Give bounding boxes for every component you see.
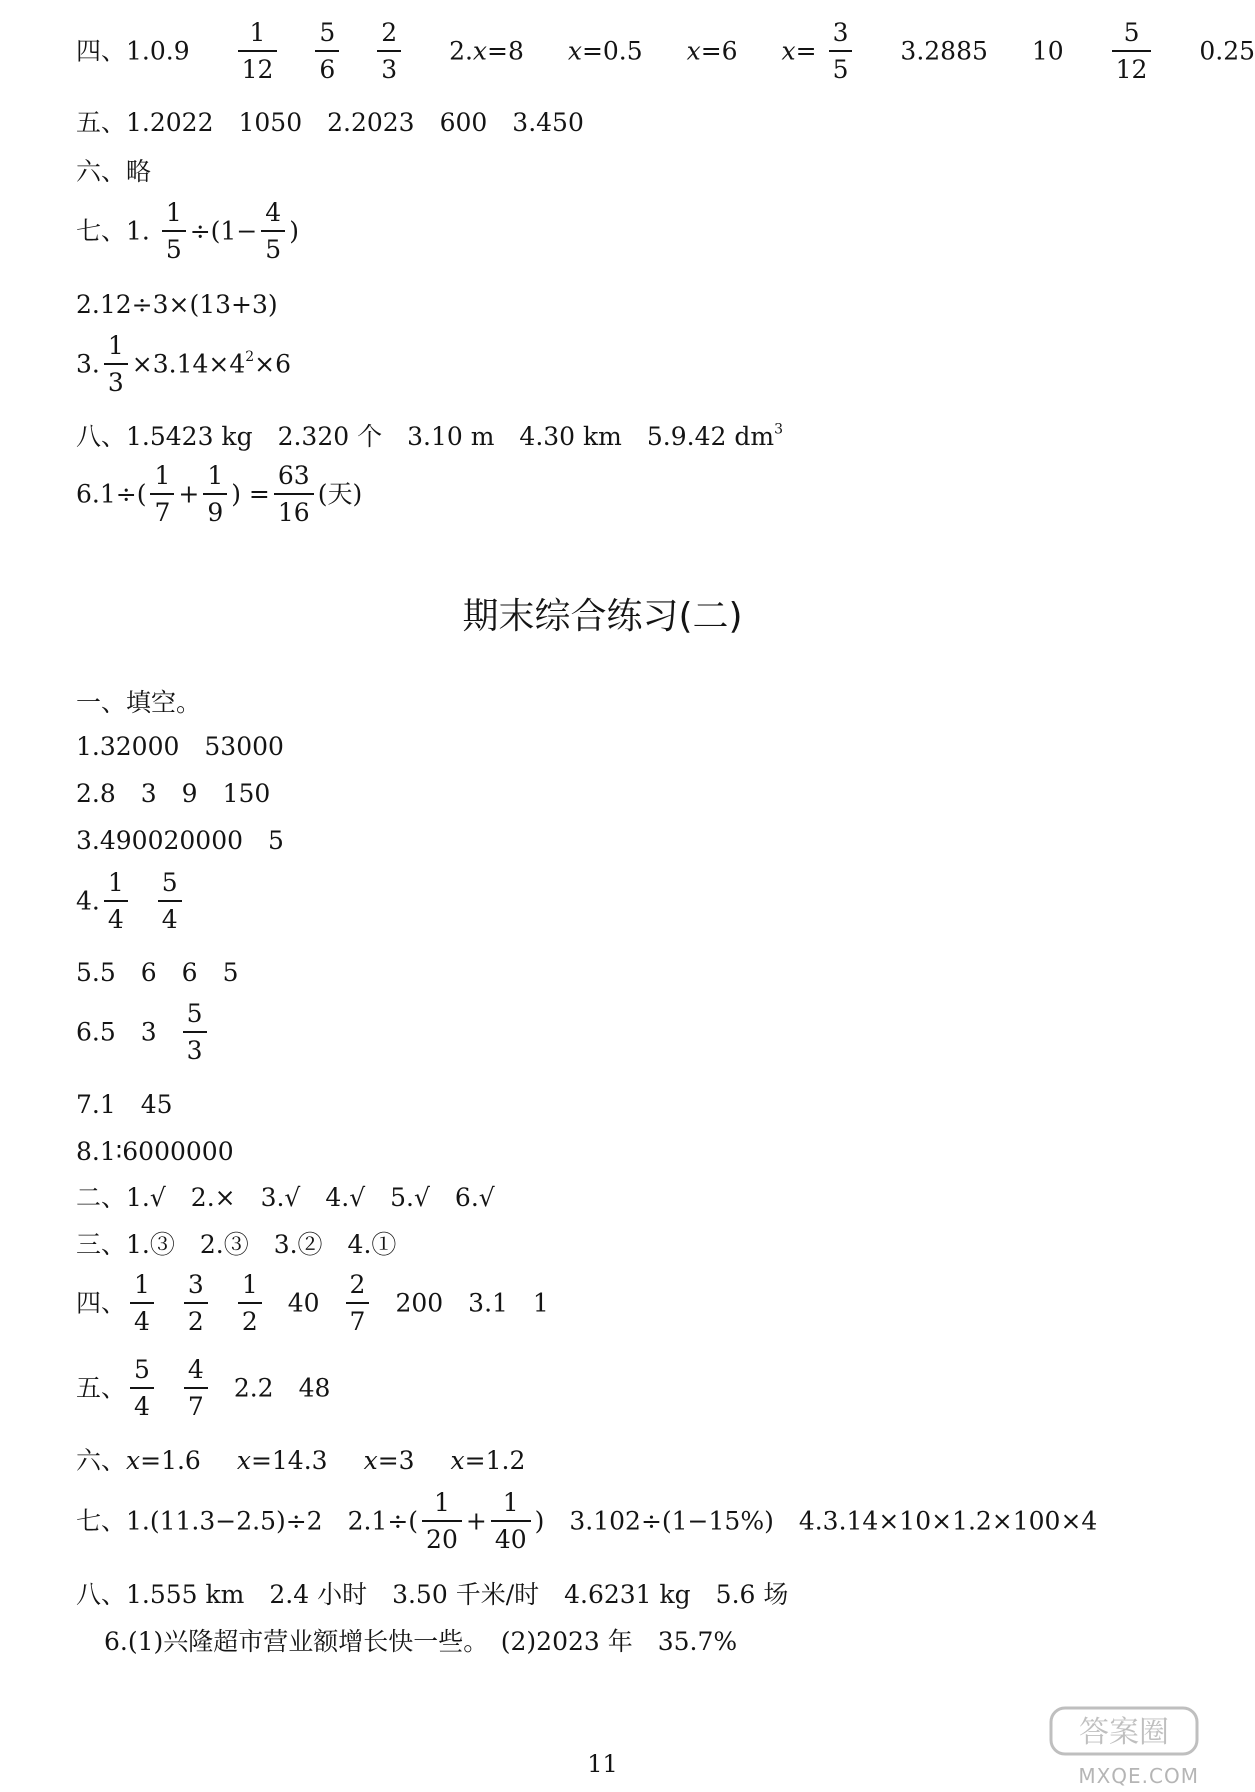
prev-answer-line-6 bbox=[76, 157, 151, 184]
numerator: 1 bbox=[162, 200, 186, 232]
fraction bbox=[130, 1357, 154, 1419]
line-text: 八、1.5423 kg 2.320 个 3.10 m 4.30 km 5.9.42 dm bbox=[76, 422, 775, 451]
fraction bbox=[130, 1272, 154, 1334]
denominator: 5 bbox=[165, 235, 182, 264]
s2-line bbox=[76, 1183, 495, 1210]
line-head: 3. bbox=[76, 349, 100, 379]
s1-line-6 bbox=[76, 1001, 211, 1063]
numerator: 2 bbox=[346, 1272, 370, 1304]
variable: x bbox=[472, 36, 488, 66]
numerator: 4 bbox=[184, 1357, 208, 1389]
numerator: 1 bbox=[238, 1272, 262, 1304]
s7-line bbox=[76, 1490, 1097, 1552]
fraction bbox=[377, 20, 401, 82]
denominator: 6 bbox=[319, 55, 336, 84]
line-text: 2.12÷3×(13+3) bbox=[76, 290, 278, 319]
line-head: 4. bbox=[76, 886, 100, 916]
denominator: 4 bbox=[134, 1392, 150, 1421]
line-text: 一、填空。 bbox=[76, 688, 202, 717]
line-head: 七、1.(11.3−2.5)÷2 2.1÷( bbox=[76, 1506, 419, 1536]
numerator: 5 bbox=[315, 20, 339, 52]
fraction bbox=[162, 200, 186, 262]
fraction bbox=[238, 20, 278, 82]
s1-line-5 bbox=[76, 958, 238, 985]
value: 10 bbox=[1031, 36, 1064, 66]
line-text: 6.(1)兴隆超市营业额增长快一些。 (2)2023 年 35.7% bbox=[104, 1627, 738, 1656]
numerator: 5 bbox=[1112, 20, 1152, 52]
line-text: 二、1.√ 2.× 3.√ 4.√ 5.√ 6.√ bbox=[76, 1183, 495, 1212]
s8-line-6 bbox=[104, 1627, 737, 1654]
value: 40 bbox=[287, 1288, 320, 1318]
variable: x bbox=[126, 1446, 141, 1475]
s4-line bbox=[76, 1272, 549, 1334]
exponent: 2 bbox=[245, 349, 255, 366]
value: 3.2885 bbox=[900, 36, 988, 66]
value: =1.2 bbox=[464, 1446, 526, 1475]
s1-line-4 bbox=[76, 870, 186, 932]
denominator: 2 bbox=[187, 1307, 204, 1336]
s6-line bbox=[76, 1446, 525, 1473]
fraction bbox=[829, 20, 853, 82]
denominator: 7 bbox=[154, 498, 171, 527]
value: 200 3.1 1 bbox=[395, 1288, 549, 1318]
fraction bbox=[104, 333, 128, 395]
fraction bbox=[150, 463, 174, 525]
variable: x bbox=[686, 36, 701, 66]
operator: ÷(1− bbox=[189, 216, 258, 246]
numerator: 1 bbox=[104, 870, 128, 902]
s3-line bbox=[76, 1230, 396, 1257]
fraction bbox=[183, 1001, 207, 1063]
numerator: 2 bbox=[377, 20, 401, 52]
line-text: 3.490020000 5 bbox=[76, 826, 284, 855]
line-text: 八、1.555 km 2.4 小时 3.50 千米/时 4.6231 kg 5.6 场 bbox=[76, 1580, 789, 1609]
line-text: 1.32000 53000 bbox=[76, 732, 284, 761]
fraction bbox=[315, 20, 339, 82]
line-text: 2.8 3 9 150 bbox=[76, 779, 271, 808]
fraction bbox=[261, 200, 285, 262]
expression: ×3.14×4 bbox=[131, 349, 246, 379]
page-number: 11 bbox=[587, 1750, 618, 1778]
fraction bbox=[346, 1272, 370, 1334]
fraction bbox=[238, 1272, 262, 1334]
fraction bbox=[274, 463, 314, 525]
value: =8 bbox=[487, 36, 524, 66]
denominator: 2 bbox=[241, 1307, 258, 1336]
operator: ) bbox=[289, 216, 299, 246]
denominator: 20 bbox=[426, 1525, 458, 1554]
prev-answer-line-7-2 bbox=[76, 290, 278, 317]
numerator: 5 bbox=[130, 1357, 154, 1389]
denominator: 7 bbox=[349, 1307, 366, 1336]
numerator: 3 bbox=[829, 20, 853, 52]
numerator: 1 bbox=[238, 20, 278, 52]
watermark-logo-text: 答案圈 bbox=[1079, 1715, 1169, 1750]
denominator: 4 bbox=[134, 1307, 150, 1336]
unit: (天) bbox=[317, 479, 363, 509]
numerator: 3 bbox=[184, 1272, 208, 1304]
line-head: 六、 bbox=[76, 1446, 127, 1475]
s1-line-3 bbox=[76, 826, 284, 853]
denominator: 40 bbox=[494, 1525, 527, 1554]
line-text: 5.5 6 6 5 bbox=[76, 958, 239, 987]
prev-answer-line-8-6 bbox=[76, 463, 362, 525]
prev-answer-line-5 bbox=[76, 108, 584, 135]
line-text: 五、1.2022 1050 2.2023 600 3.450 bbox=[76, 108, 584, 137]
denominator: 9 bbox=[207, 498, 224, 527]
value: 0.25 bbox=[1199, 36, 1255, 66]
fraction bbox=[104, 870, 128, 932]
fraction bbox=[491, 1490, 531, 1552]
line-text: 六、略 bbox=[76, 157, 152, 186]
denominator: 3 bbox=[107, 368, 124, 397]
denominator: 5 bbox=[832, 55, 849, 84]
fraction bbox=[422, 1490, 462, 1552]
expression: ) 3.102÷(1−15%) 4.3.14×10×1.2×100×4 bbox=[534, 1506, 1098, 1536]
variable: x bbox=[236, 1446, 251, 1475]
fraction bbox=[203, 463, 227, 525]
numerator: 5 bbox=[158, 870, 182, 902]
line-head: 七、1. bbox=[76, 216, 150, 246]
denominator: 12 bbox=[241, 55, 274, 84]
line-head: 五、 bbox=[76, 1373, 127, 1403]
numerator: 5 bbox=[183, 1001, 207, 1033]
denominator: 16 bbox=[277, 498, 310, 527]
denominator: 3 bbox=[186, 1036, 203, 1065]
numerator: 1 bbox=[422, 1490, 462, 1522]
fraction bbox=[184, 1272, 208, 1334]
operator: + bbox=[178, 479, 200, 509]
variable: x bbox=[363, 1446, 378, 1475]
value: =3 bbox=[377, 1446, 415, 1475]
prev-answer-line-8 bbox=[76, 422, 783, 449]
numerator: 1 bbox=[203, 463, 227, 495]
numerator: 4 bbox=[261, 200, 285, 232]
s1-heading bbox=[76, 688, 201, 715]
denominator: 5 bbox=[265, 235, 282, 264]
line-head: 四、1.0.9 bbox=[76, 36, 190, 66]
value: =0.5 bbox=[581, 36, 643, 66]
s1-line-2 bbox=[76, 779, 270, 806]
fraction bbox=[184, 1357, 208, 1419]
value: =6 bbox=[700, 36, 738, 66]
s5-line bbox=[76, 1357, 330, 1419]
value: = bbox=[795, 36, 817, 66]
s8-line bbox=[76, 1580, 788, 1607]
numerator: 1 bbox=[104, 333, 128, 365]
denominator: 4 bbox=[161, 905, 178, 934]
fraction bbox=[1112, 20, 1152, 82]
prev-answer-line-4 bbox=[76, 20, 1255, 82]
line-head: 6.5 3 bbox=[76, 1017, 157, 1047]
line-head: 6.1÷( bbox=[76, 479, 147, 509]
line-text: 三、1.③ 2.③ 3.② 4.① bbox=[76, 1230, 397, 1259]
value: =1.6 bbox=[140, 1446, 201, 1475]
s1-line-7 bbox=[76, 1090, 173, 1117]
line-text: 7.1 45 bbox=[76, 1090, 173, 1119]
variable: x bbox=[450, 1446, 465, 1475]
watermark-logo-icon bbox=[1049, 1704, 1199, 1758]
s1-line-8 bbox=[76, 1137, 234, 1164]
section-title: 期末综合练习(二) bbox=[462, 596, 743, 637]
numerator: 1 bbox=[130, 1272, 154, 1304]
numerator: 1 bbox=[491, 1490, 531, 1522]
operator: + bbox=[465, 1506, 487, 1536]
exponent: 3 bbox=[774, 421, 783, 438]
operator: ) = bbox=[231, 479, 270, 509]
watermark bbox=[1049, 1704, 1199, 1788]
variable: x bbox=[781, 36, 796, 66]
denominator: 4 bbox=[107, 905, 124, 934]
prev-answer-line-7-3 bbox=[76, 333, 291, 395]
numerator: 63 bbox=[274, 463, 314, 495]
value: =14.3 bbox=[250, 1446, 328, 1475]
fraction bbox=[158, 870, 182, 932]
variable: x bbox=[567, 36, 582, 66]
denominator: 12 bbox=[1115, 55, 1148, 84]
watermark-site: MXQE.COM bbox=[1078, 1764, 1199, 1788]
denominator: 3 bbox=[381, 55, 398, 84]
prev-answer-line-7-1 bbox=[76, 200, 299, 262]
denominator: 7 bbox=[187, 1392, 204, 1421]
numerator: 1 bbox=[150, 463, 174, 495]
value: 2.2 48 bbox=[233, 1373, 331, 1403]
line-text: 8.1∶6000000 bbox=[76, 1137, 234, 1166]
expression: ×6 bbox=[254, 349, 292, 379]
line-head: 四、 bbox=[76, 1288, 127, 1318]
s1-line-1 bbox=[76, 732, 284, 759]
item-number: 2. bbox=[449, 36, 473, 66]
